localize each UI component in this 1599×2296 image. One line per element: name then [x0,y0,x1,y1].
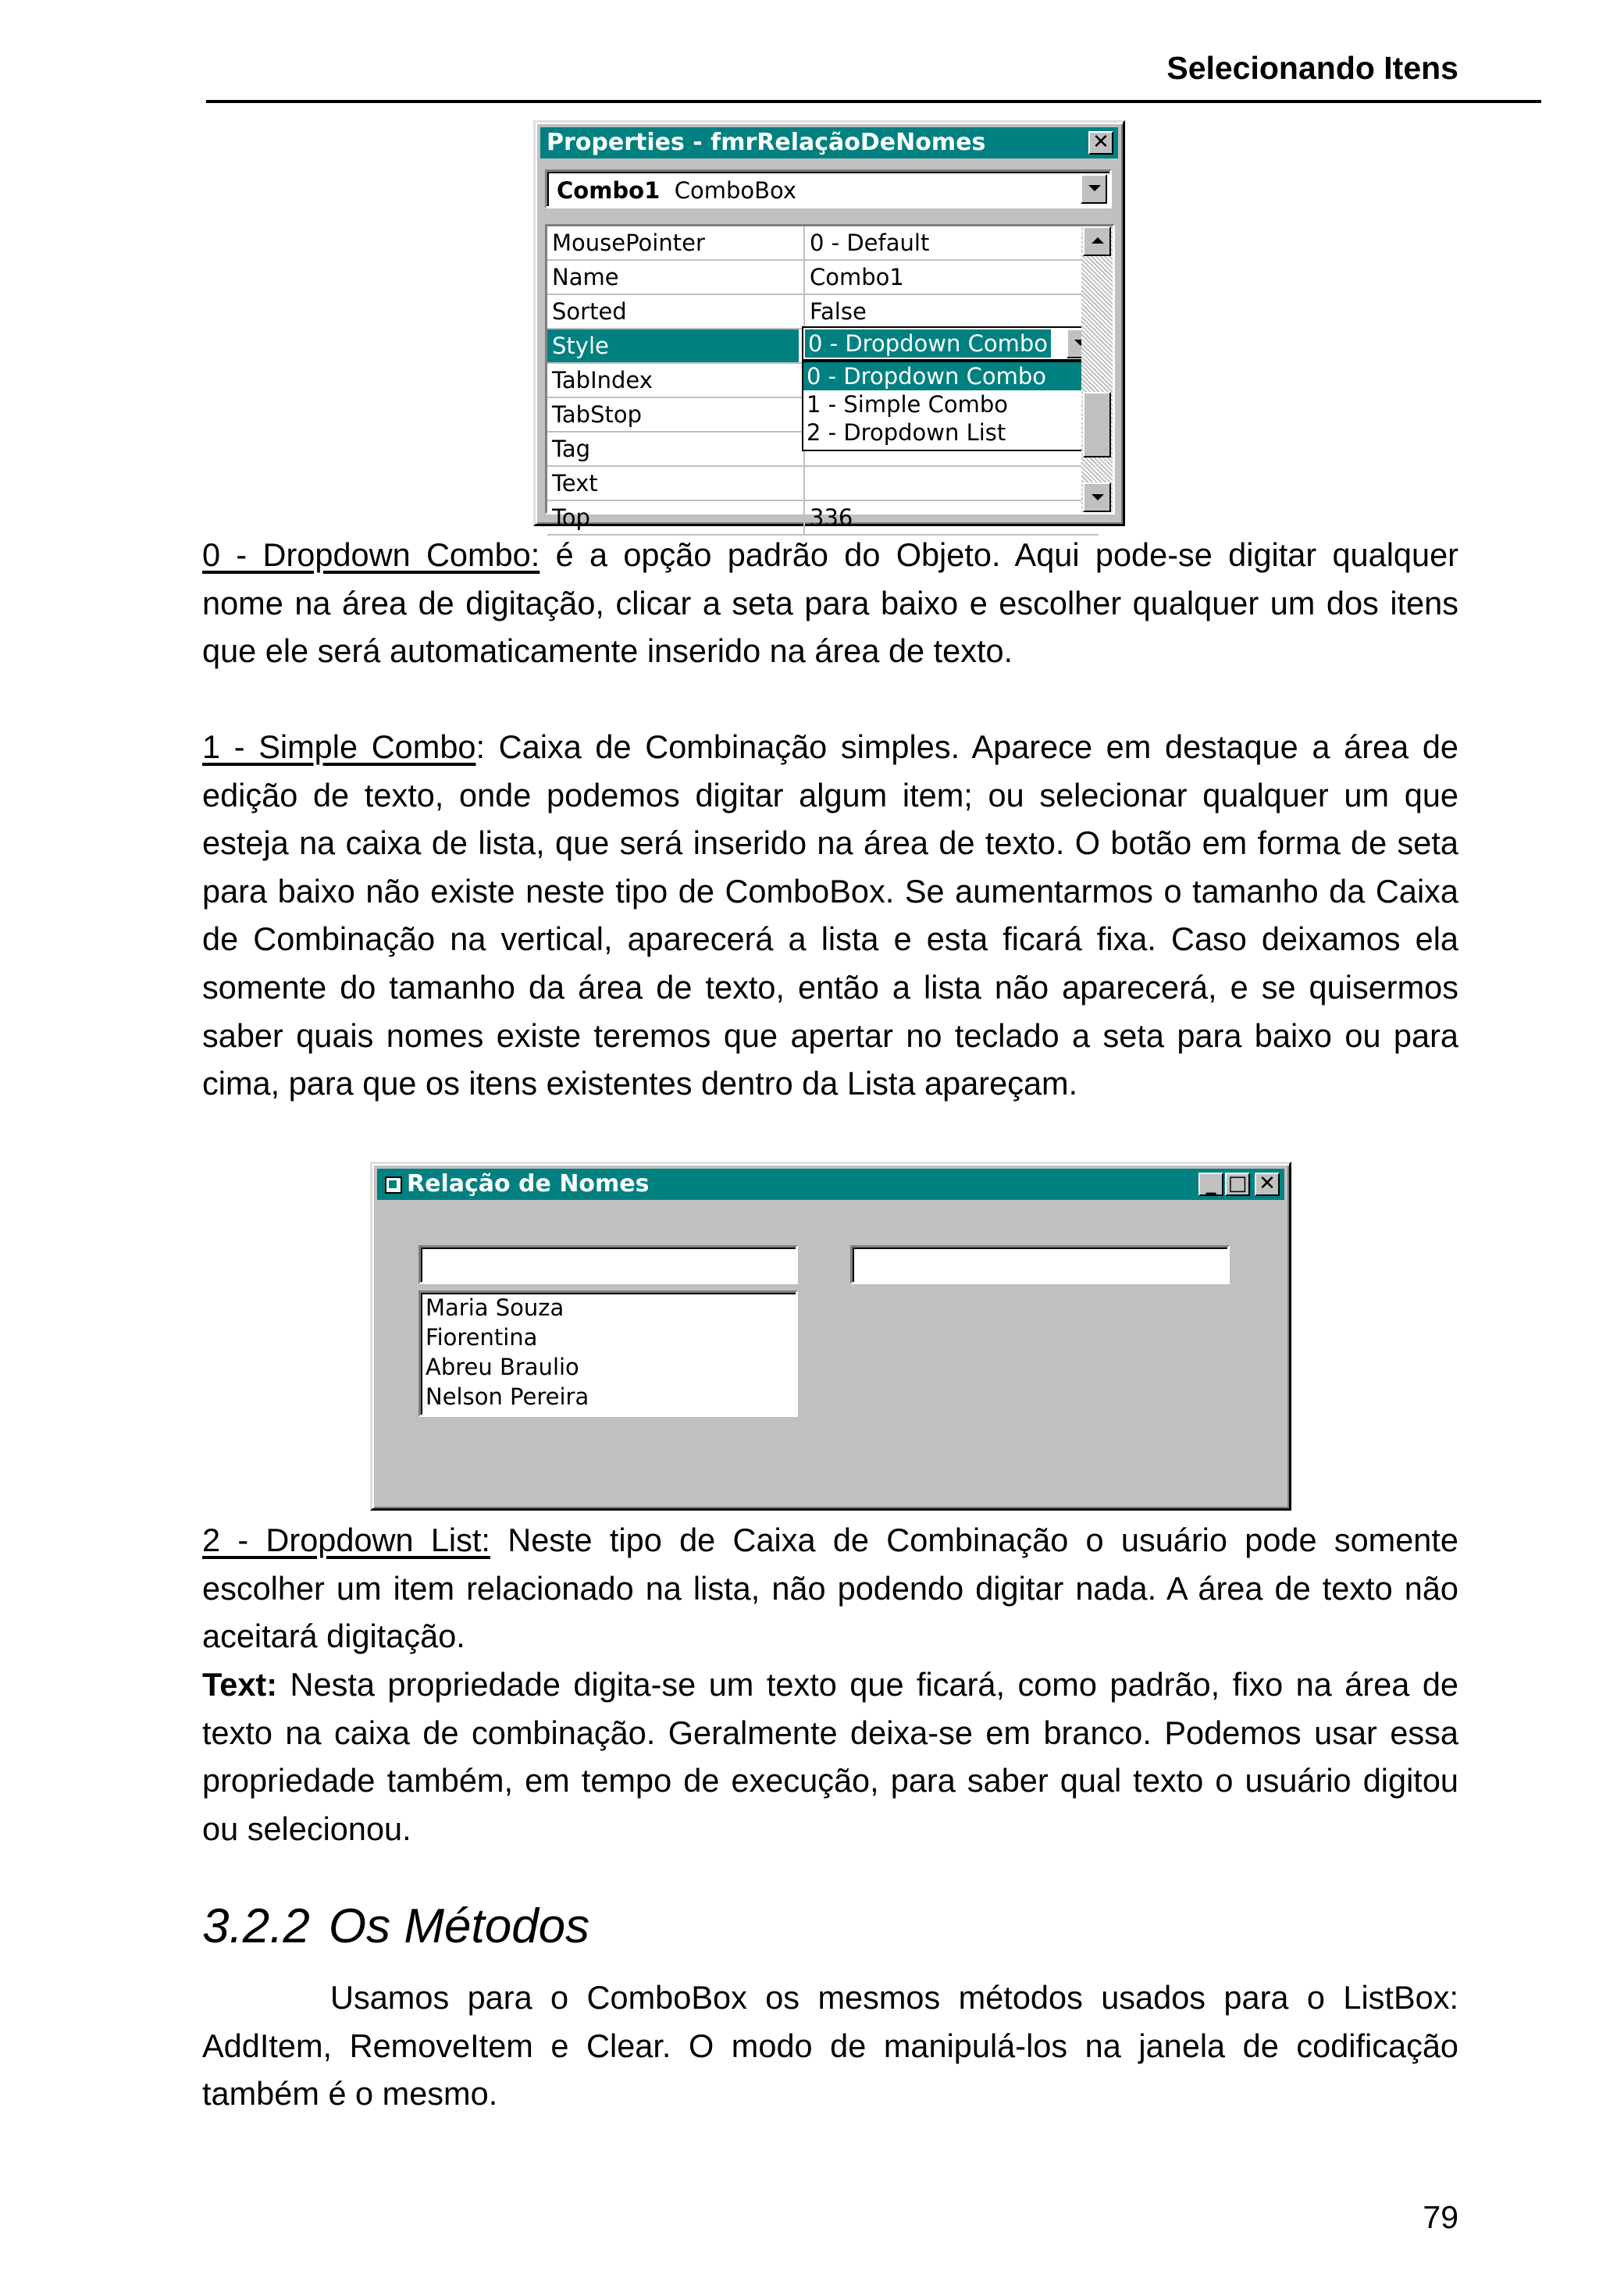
combo-list[interactable] [418,1290,798,1417]
section-number: 3.2.2 [202,1899,310,1953]
paragraph-text: Nesta propriedade digita-se um texto que ficará, como padrão, fixo na área de texto na caixa de combinação. Geralmente deixa-se em branco. Podemos usar essa propriedade também, em tempo de execução, para saber qual texto o usuário digitou ou selecionou. [202,1666,1458,1847]
paragraph-text: é a opção padrão do Objeto. Aqui pode-se digitar qualquer nome na área de digitação, clicar a seta para baixo e escolher qualquer um dos itens que ele será automaticamente inserido na área de texto. [202,536,1458,670]
property-name: Tag [552,436,591,462]
property-value[interactable]: 336 [803,501,1099,534]
paragraph-text: : Caixa de Combinação simples. Aparece em destaque a área de edição de texto, onde podemos digitar algum item; ou selecionar qualquer um que esteja na caixa de lista, que será inserido na área de texto. O botão em forma de seta para baixo não existe neste tipo de ComboBox. Se aumentarmos o tamanho da Caixa de Combinação na vertical, aparecerá a lista e esta ficará fixa. Caso deixamos ela somente do tamanho da área de texto, então a lista não aparecerá, e se quisermos saber quais nomes existe teremos que apertar no teclado a seta para baixo ou para cima, para que os itens existentes dentro da Lista apareçam. [202,728,1459,1102]
property-name: TabStop [552,401,643,428]
property-row-sorted[interactable] [547,295,1099,329]
section-heading [202,1896,589,1958]
combo-text-input[interactable] [418,1245,798,1284]
paragraph-text-property [202,1661,1458,1853]
style-selected-value: 0 - Dropdown Combo [805,329,1051,358]
property-scrollbar[interactable] [1081,226,1113,512]
paragraph-text: Usamos para o ComboBox os mesmos métodos usados para o ListBox: AddItem, RemoveItem e Clear. O modo de manipulá-los na janela de codificação também é o mesmo. [202,1979,1458,2113]
style-dropdown-list [802,361,1095,451]
property-grid [545,224,1115,531]
property-row-mousepointer[interactable] [547,226,1099,261]
object-name: Combo1 [557,177,661,204]
minimize-icon[interactable]: _ [1198,1173,1223,1196]
term-dropdown-combo: 0 - Dropdown Combo: [202,536,540,573]
paragraph-dropdown-combo [202,531,1458,675]
property-value[interactable]: False [803,295,1099,328]
names-titlebar [377,1169,1284,1200]
paragraph-dropdown-list [202,1516,1458,1661]
property-value[interactable]: 0 - Default [803,226,1099,259]
properties-titlebar [540,127,1118,158]
names-window-title: Relação de Nomes [407,1170,650,1198]
list-item[interactable]: Nelson Pereira [426,1383,589,1410]
header-rule [206,100,1541,103]
property-value[interactable]: Combo1 [803,261,1099,294]
property-name: Text [552,470,598,497]
style-value-editor[interactable] [802,326,1100,361]
property-row-name[interactable] [547,261,1099,295]
term-simple-combo: 1 - Simple Combo [202,728,476,765]
properties-title: Properties - fmrRelaçãoDeNomes [547,129,986,156]
object-selector-text [557,176,796,205]
property-name: MousePointer [552,230,705,256]
scroll-up-icon[interactable] [1083,226,1111,256]
chevron-down-icon[interactable] [1081,174,1107,204]
property-name: Name [552,264,619,290]
scroll-thumb[interactable] [1083,392,1111,457]
property-name: Top [552,504,590,531]
text-box[interactable] [850,1245,1230,1284]
term-dropdown-list: 2 - Dropdown List: [202,1522,490,1558]
object-type: ComboBox [674,177,797,204]
object-selector[interactable] [545,169,1112,208]
app-icon [385,1176,402,1194]
paragraph-text: Neste tipo de Caixa de Combinação o usuário pode somente escolher um item relacionado na lista, não podendo digitar nada. A área de texto não aceitará digitação. [202,1522,1458,1655]
section-title: Os Métodos [328,1899,590,1953]
property-name: Style [547,329,799,362]
style-option[interactable]: 2 - Dropdown List [807,419,1006,446]
list-item[interactable]: Fiorentina [426,1324,538,1351]
list-item[interactable]: Abreu Braulio [426,1354,579,1380]
page-number: 79 [1423,2199,1458,2235]
property-name: TabIndex [552,367,653,393]
close-icon[interactable]: ✕ [1088,131,1113,155]
property-value[interactable] [803,467,1099,500]
term-text: Text: [202,1666,278,1703]
maximize-icon[interactable]: □ [1225,1173,1250,1196]
paragraph-simple-combo [202,723,1458,1108]
scroll-down-icon[interactable] [1083,482,1111,512]
style-option[interactable]: 1 - Simple Combo [807,391,1008,418]
properties-window [533,120,1125,531]
property-name: Sorted [552,298,627,325]
style-option[interactable]: 0 - Dropdown Combo [803,362,1094,390]
property-row-text[interactable] [547,467,1099,501]
paragraph-metodos [202,1974,1458,2118]
list-item[interactable]: Maria Souza [426,1294,564,1321]
close-icon[interactable]: ✕ [1255,1173,1280,1196]
names-window [370,1162,1291,1511]
running-header: Selecionando Itens [1166,50,1458,86]
